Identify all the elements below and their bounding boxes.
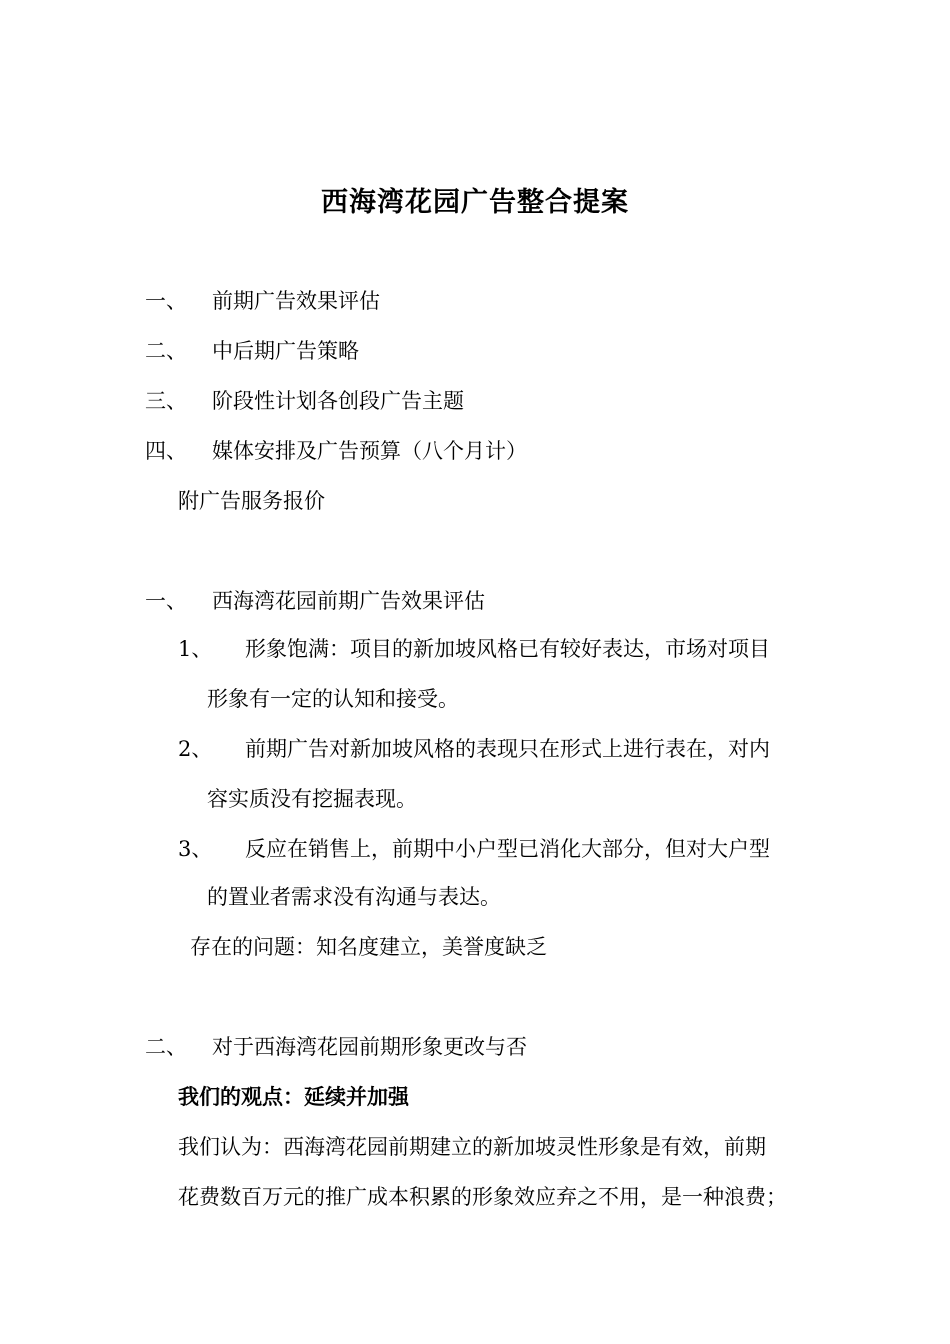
section-number: 一、 — [145, 589, 187, 613]
toc-item-label: 中后期广告策略 — [212, 339, 359, 363]
toc-item-label: 媒体安排及广告预算（八个月计） — [212, 439, 527, 463]
item-number: 2、 — [178, 737, 213, 761]
toc-item-number: 二、 — [145, 339, 187, 363]
section1-item-3-cont: 的置业者需求没有沟通与表达。 — [207, 885, 501, 909]
item-text-line1: 反应在销售上，前期中小户型已消化大部分，但对大户型 — [245, 837, 770, 861]
section1-item-2-cont: 容实质没有挖掘表现。 — [207, 787, 417, 811]
item-text-line1: 前期广告对新加坡风格的表现只在形式上进行表在，对内 — [245, 737, 770, 761]
section2-viewpoint: 我们的观点：延续并加强 — [178, 1084, 409, 1109]
section1-problem: 存在的问题：知名度建立，美誉度缺乏 — [190, 935, 547, 959]
item-number: 3、 — [178, 837, 213, 861]
section2-paragraph-line2: 花费数百万元的推广成本积累的形象效应弃之不用，是一种浪费； — [178, 1185, 787, 1209]
section-heading-text: 对于西海湾花园前期形象更改与否 — [212, 1035, 527, 1059]
toc-item-label: 阶段性计划各创段广告主题 — [212, 389, 464, 413]
section-number: 二、 — [145, 1035, 187, 1059]
document-title: 西海湾花园广告整合提案 — [321, 187, 629, 218]
item-number: 1、 — [178, 637, 213, 661]
toc-item-number: 一、 — [145, 289, 187, 313]
toc-item-label: 前期广告效果评估 — [212, 289, 380, 313]
section1-item-1-cont: 形象有一定的认知和接受。 — [207, 687, 459, 711]
toc-item-number: 四、 — [145, 439, 187, 463]
section-heading-text: 西海湾花园前期广告效果评估 — [212, 589, 485, 613]
toc-item-number: 三、 — [145, 389, 187, 413]
appendix-line: 附广告服务报价 — [178, 489, 325, 513]
item-text-line1: 形象饱满：项目的新加坡风格已有较好表达，市场对项目 — [245, 637, 770, 661]
section2-paragraph-line1: 我们认为：西海湾花园前期建立的新加坡灵性形象是有效，前期 — [178, 1135, 766, 1159]
